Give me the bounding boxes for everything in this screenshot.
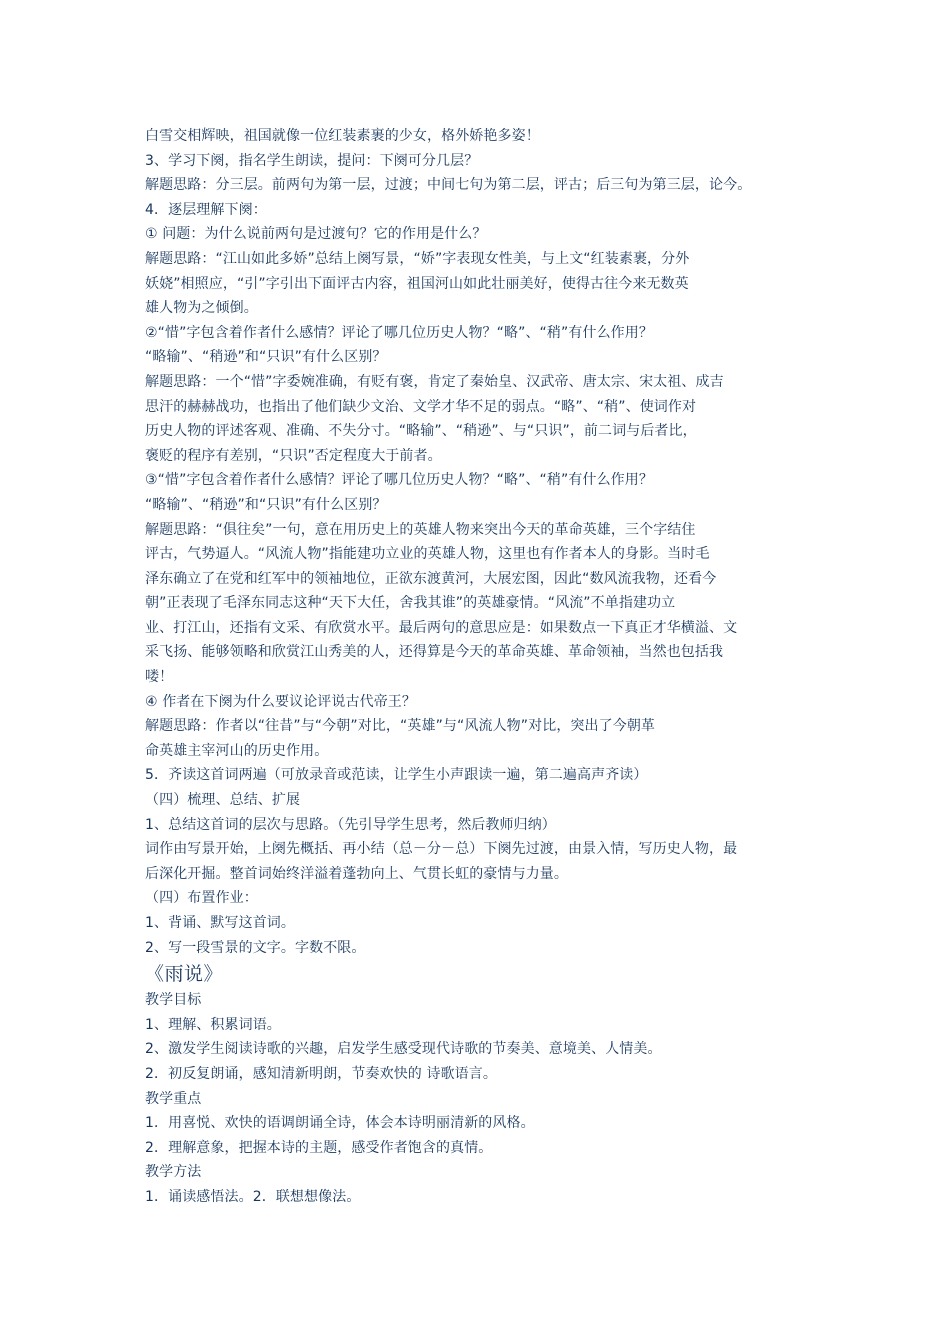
section-heading: 《雨说》 [145,963,224,986]
text-line: 5．齐读这首词两遍（可放录音或范读，让学生小声跟读一遍，第二遍高声齐读） [145,767,648,784]
text-line: 雄人物为之倾倒。 [145,300,258,317]
text-line: 解题思路：“江山如此多娇”总结上阕写景，“娇”字表现女性美，与上文“红装素裹，分外 [145,250,690,267]
text-line: 解题思路：作者以“往昔”与“今朝”对比，“英雄”与“风流人物”对比，突出了今朝革 [145,718,656,735]
document-page [145,124,815,1210]
text-line: 2．初反复朗诵，感知清新明朗，节奏欢快的 诗歌语言。 [145,1065,497,1082]
text-line: ③“惜”字包含着作者什么感情？评论了哪几位历史人物？“略”、“稍”有什么作用？ [145,472,653,489]
text-line: 1、背诵、默写这首词。 [145,915,296,931]
text-line: 历史人物的评述客观、准确、不失分寸。“略输”、“稍逊”、与“只识”，前二词与后者比， [145,423,697,440]
text-line: 泽东确立了在党和红军中的领袖地位，正欲东渡黄河，大展宏图，因此“数风流我物，还看今 [145,570,717,587]
text-line: 评古，气势逼人。“风流人物”指能建功立业的英雄人物，这里也有作者本人的身影。当时毛 [145,546,710,563]
text-line: 后深化开掘。整首词始终洋溢着蓬勃向上、气贯长虹的豪情与力量。 [145,865,568,882]
text-line: ④ 作者在下阕为什么要议论评说古代帝王？ [145,693,416,710]
text-line: 思汗的赫赫战功，也指出了他们缺少文治、文学才华不足的弱点。“略”、“稍”、使词作对 [145,398,697,415]
text-line: 解题思路：“俱往矣”一句，意在用历史上的英雄人物来突出今天的革命英雄，三个字结住 [145,521,696,538]
text-line: 3、学习下阕，指名学生朗读，提问：下阕可分几层？ [145,152,479,169]
text-line: 褒贬的程序有差别，“只识”否定程度大于前者。 [145,447,442,464]
text-line: 解题思路：分三层。前两句为第一层，过渡；中间七句为第二层，评古；后三句为第三层，论今。 [145,177,752,194]
text-line: 2、写一段雪景的文字。字数不限。 [145,939,366,956]
text-line: 白雪交相辉映，祖国就像一位红装素裹的少女，格外娇艳多姿！ [145,128,540,144]
text-line: 1．用喜悦、欢快的语调朗诵全诗，体会本诗明丽清新的风格。 [145,1115,535,1132]
text-line: （四）梳理、总结、扩展 [145,792,301,809]
text-line: 2、激发学生阅读诗歌的兴趣，启发学生感受现代诗歌的节奏美、意境美、人情美。 [145,1041,662,1058]
text-line: ②“惜”字包含着作者什么感情？评论了哪几位历史人物？“略”、“稍”有什么作用？ [145,324,653,341]
text-line: 教学方法 [145,1164,202,1181]
text-line: “略输”、“稍逊”和“只识”有什么区别？ [145,496,387,513]
text-line: 业、打江山，还指有文采、有欣赏水平。最后两句的意思应是：如果数点一下真正才华横溢、文 [145,619,738,636]
text-line: 1．诵读感悟法。2．联想想像法。 [145,1188,361,1205]
text-line: 词作由写景开始，上阕先概括、再小结（总－分－总）下阕先过渡，由景入情，写历史人物，最 [145,841,738,858]
text-line: 4．逐层理解下阕： [145,201,267,218]
text-line: 1、总结这首词的层次与思路。（先引导学生思考，然后教师归纳） [145,816,556,833]
text-line: ① 问题：为什么说前两句是过渡句？它的作用是什么？ [145,226,487,243]
text-line: 1、理解、积累词语。 [145,1016,281,1033]
text-line: 2．理解意象，把握本诗的主题，感受作者饱含的真情。 [145,1139,493,1156]
text-line: 命英雄主宰河山的历史作用。 [145,742,329,759]
text-line: 朝”正表现了毛泽东同志这种“天下大任，舍我其谁”的英雄豪情。“风流”不单指建功立 [145,595,676,612]
text-line: 妖娆”相照应，“引”字引出下面评古内容，祖国河山如此壮丽美好，使得古往今来无数英 [145,275,689,292]
text-line: 喽！ [145,669,174,686]
text-line: “略输”、“稍逊”和“只识”有什么区别？ [145,349,387,366]
text-line: 采飞扬、能够领略和欣赏江山秀美的人，还得算是今天的革命英雄、革命领袖，当然也包括我 [145,644,724,661]
text-line: 解题思路：一个“惜”字委婉准确，有贬有褒，肯定了秦始皇、汉武帝、唐太宗、宋太祖、成吉 [145,373,724,390]
text-line: 教学目标 [145,992,202,1009]
text-line: （四）布置作业： [145,890,258,907]
text-line: 教学重点 [145,1090,202,1107]
